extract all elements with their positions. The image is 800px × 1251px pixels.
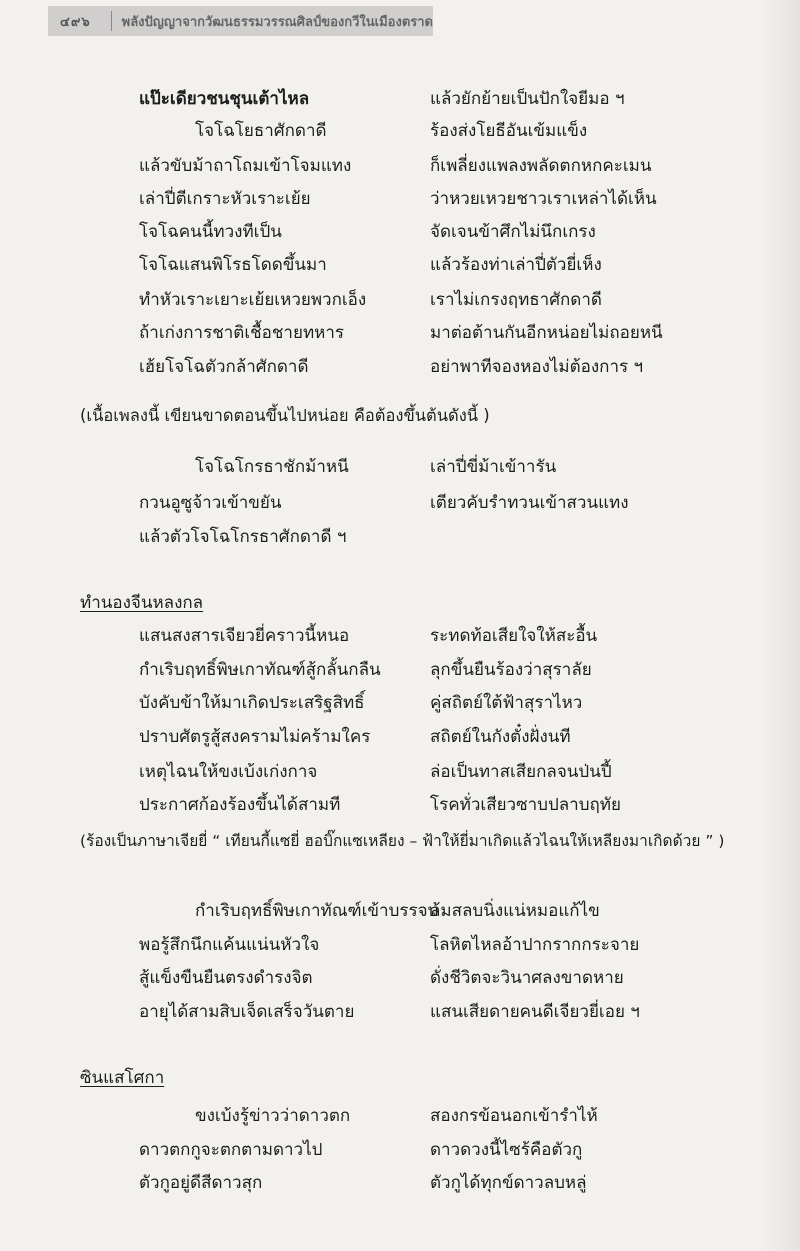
verse-left: โจโฉโยธาศักดาดี xyxy=(195,121,327,141)
verse-left: อายุได้สามสิบเจ็ดเสร็จวันตาย xyxy=(139,1002,355,1022)
verse-right: แล้วยักย้ายเป็นปักใจยีมอ ฯ xyxy=(430,89,625,109)
verse-right: เราไม่เกรงฤทธาศักดาดี xyxy=(430,290,602,310)
verse-right: โลหิตไหลอ้าปากรากกระจาย xyxy=(430,935,640,955)
verse-left: แสนสงสารเจียวยี่คราวนี้หนอ xyxy=(139,626,350,646)
verse-right: อย่าพาทีจองหองไม่ต้องการ ฯ xyxy=(430,357,644,377)
verse-left: กวนอูซูจ้าวเข้าขยัน xyxy=(139,493,282,513)
verse-left: ตัวกูอยู่ดีสีดาวสุก xyxy=(139,1173,263,1193)
verse-right: แสนเสียดายคนดีเจียวยี่เอย ฯ xyxy=(430,1002,640,1022)
running-title: พลังปัญญาจากวัฒนธรรมวรรณศิลป์ของกวีในเมืองตราด xyxy=(121,14,433,30)
verse-left: แล้วขับม้าถาโถมเข้าโจมแทง xyxy=(139,156,352,176)
running-header xyxy=(48,6,433,36)
verse-right: แล้วร้องท่าเล่าปี่ตัวยี่เห็ง xyxy=(430,255,602,275)
verse-right: ตัวกูได้ทุกข์ดาวลบหลู่ xyxy=(430,1173,587,1193)
verse-left: เล่าปี่ตีเกราะหัวเราะเย้ย xyxy=(139,189,311,209)
verse-left: ประกาศก้องร้องขึ้นได้สามที xyxy=(139,795,341,815)
verse-left: โจโฉโกรธาชักม้าหนี xyxy=(195,457,349,477)
verse-left: แป๊ะเดียวชนชุนเต้าไหล xyxy=(139,89,310,109)
verse-right: ก็เพลี่ยงแพลงพลัดตกหกคะเมน xyxy=(430,156,652,176)
verse-right: มาต่อต้านกันอีกหน่อยไม่ถอยหนี xyxy=(430,323,663,343)
verse-right: เล่าปี่ขี่ม้าเข้าารัน xyxy=(430,457,557,477)
section-heading: ทำนองจีนหลงกล xyxy=(80,593,204,613)
verse-right: โรคทั่วเสียวซาบปลาบฤทัย xyxy=(430,795,621,815)
verse-left: โจโฉคนนี้ทวงทีเป็น xyxy=(139,222,282,242)
verse-left: พอรู้สึกนึกแค้นแน่นหัวใจ xyxy=(139,935,320,955)
verse-right: ลุกขึ้นยืนร้องว่าสุราลัย xyxy=(430,660,592,680)
header-divider xyxy=(111,11,112,31)
verse-right: เตียวคับรำทวนเข้าสวนแทง xyxy=(430,493,629,513)
verse-left: กำเริบฤทธิ์พิษเกาทัณฑ์สู้กลั้นกลืน xyxy=(139,660,381,680)
verse-right: ระทดท้อเสียใจให้สะอื้น xyxy=(430,626,598,646)
page-number: ๔๙๖ xyxy=(60,14,91,30)
editor-note: (ร้องเป็นภาษาเจียยี่ “ เทียนกี้แซยี่ ฮอบิ๊กแซเหลียง – ฟ้าให้ยี่มาเกิดแล้วไฉนให้เหลียงมาเกิดด้วย ” ) xyxy=(80,832,725,850)
verse-left: สู้แข็งขืนยืนตรงดำรงจิต xyxy=(139,968,313,988)
verse-right: ล่อเป็นทาสเสียกลจนป่นปี้ xyxy=(430,762,612,782)
verse-left: ปราบศัตรูสู้สงครามไม่คร้ามใคร xyxy=(139,727,371,747)
verse-left: ทำหัวเราะเยาะเย้ยเหวยพวกเอ็ง xyxy=(139,290,367,310)
verse-left: ดาวตกกูจะตกตามดาวไป xyxy=(139,1140,323,1160)
verse-right: สองกรข้อนอกเข้ารำไห้ xyxy=(430,1106,598,1126)
section-heading: ซินแสโศกา xyxy=(80,1068,165,1088)
verse-left: เหตุไฉนให้ขงเบ้งเก่งกาจ xyxy=(139,762,318,782)
verse-left: ขงเบ้งรู้ข่าวว่าดาวตก xyxy=(195,1106,351,1126)
page-spine-shadow xyxy=(760,0,800,1251)
verse-right: จัดเจนข้าศึกไม่นึกเกรง xyxy=(430,222,596,242)
verse-left: บังคับข้าให้มาเกิดประเสริฐสิทธิ์ xyxy=(139,693,365,713)
verse-right: ร้องส่งโยธีอันเข้มแข็ง xyxy=(430,121,588,141)
verse-right: ดาวดวงนี้ไซร้คือตัวกู xyxy=(430,1140,583,1160)
verse-left: ถ้าเก่งการชาติเชื้อชายทหาร xyxy=(139,323,345,343)
verse-right: ว่าหวยเหวยชาวเราเหล่าได้เห็น xyxy=(430,189,657,209)
verse-left: แล้วตัวโจโฉโกรธาศักดาดี ฯ xyxy=(139,527,347,547)
editor-note: (เนื้อเพลงนี้ เขียนขาดตอนขึ้นไปหน่อย คือต้องขึ้นต้นดังนี้ ) xyxy=(80,406,490,425)
verse-right: ดั่งชีวิตจะวินาศลงขาดหาย xyxy=(430,968,624,988)
verse-right: ล้มสลบนิ่งแน่หมอแก้ไข xyxy=(430,901,600,921)
verse-right: คู่สถิตย์ใต้ฟ้าสุราไหว xyxy=(430,693,583,713)
verse-left: โจโฉแสนพิโรธโดดขึ้นมา xyxy=(139,255,327,275)
verse-left: เฮ้ยโจโฉตัวกล้าศักดาดี xyxy=(139,357,309,377)
verse-right: สถิตย์ในกังตั๋งฝั่งนที xyxy=(430,727,571,747)
verse-left: กำเริบฤทธิ์พิษเกาทัณฑ์เข้าบรรจบ xyxy=(195,901,439,921)
